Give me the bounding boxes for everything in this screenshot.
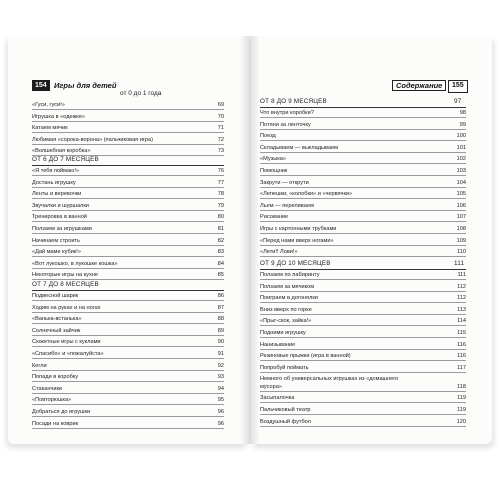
toc-entry-label: Попробуй поймать (260, 364, 309, 371)
section-heading: ОТ 9 ДО 10 МЕСЯЦЕВ (260, 260, 331, 267)
toc-row[interactable] (32, 384, 224, 394)
toc-entry-label: «Повторюшка» (32, 397, 72, 404)
toc-entry-label: Начинаем строить (32, 237, 80, 244)
toc-entry-page: 106 (456, 202, 466, 209)
toc-row[interactable] (32, 112, 224, 122)
toc-row[interactable] (260, 393, 466, 403)
right-page-header (260, 80, 466, 94)
toc-row[interactable] (32, 189, 224, 199)
toc-entry-page: 110 (457, 249, 466, 256)
toc-row[interactable] (260, 417, 466, 427)
toc-row[interactable] (32, 337, 224, 347)
toc-entry-page: 108 (456, 226, 466, 232)
toc-entry-label: Попади в коробку (32, 374, 79, 381)
toc-row[interactable] (32, 100, 224, 110)
toc-row[interactable] (260, 201, 466, 211)
toc-entry-page: 90 (217, 339, 224, 346)
toc-entry-label: Посади на коврик (32, 420, 79, 427)
toc-entry-label: Потяни за ленточку (260, 121, 311, 128)
toc-entry-page: 80 (217, 214, 224, 221)
toc-entry-page: 119 (457, 395, 466, 402)
toc-row[interactable] (260, 340, 466, 350)
toc-entry-page: 105 (456, 191, 466, 198)
toc-row[interactable] (260, 328, 466, 338)
toc-entry-page: 83 (217, 249, 224, 256)
right-page (252, 36, 492, 444)
toc-entry-page: 94 (217, 385, 224, 392)
toc-row[interactable] (260, 351, 466, 361)
toc-row[interactable] (32, 372, 224, 382)
book-title: Игры для детей (54, 81, 117, 90)
toc-entry-page: 71 (217, 125, 224, 132)
toc-row[interactable] (260, 108, 466, 118)
toc-entry-label: Кегли (32, 362, 47, 369)
toc-entry-page: 116 (457, 341, 466, 348)
toc-entry-page: 77 (217, 179, 224, 186)
toc-entry-label: Солнечный зайчик (32, 327, 81, 334)
section-page-number: 111 (454, 260, 465, 267)
toc-entry-page: 72 (217, 136, 224, 143)
toc-entry-label: Поиграем в догонялки (260, 295, 318, 302)
toc-entry-page: 69 (217, 102, 224, 108)
toc-entry-label: Рисование (260, 214, 289, 221)
toc-entry-page: 79 (217, 202, 224, 209)
left-page-header (32, 80, 222, 97)
toc-entry-page: 87 (217, 304, 224, 311)
toc-row[interactable] (260, 212, 466, 222)
toc-entry-label: Некоторые игры на кухне (32, 272, 98, 279)
toc-entry-label: Добраться до игрушки (32, 409, 91, 415)
toc-entry-page: 84 (217, 260, 224, 267)
toc-row[interactable] (260, 293, 466, 303)
toc-entry-label: Игрушка в «одежке» (32, 113, 86, 120)
toc-entry-page: 113 (457, 306, 466, 313)
toc-row[interactable] (32, 270, 224, 280)
toc-row[interactable] (32, 224, 224, 234)
toc-entry-page: 102 (456, 156, 466, 163)
toc-entry-label: Любимая «сорока-ворона» (пальчиковая игра) (32, 136, 154, 143)
section-page-number: 97 (454, 98, 462, 105)
page-number: 155 (448, 80, 468, 93)
toc-entry-label: Вниз вверх по горке (260, 306, 312, 313)
book-spine-shadow (240, 36, 260, 444)
toc-entry-label: Игры с картонными трубками (260, 226, 337, 232)
toc-entry-label: «Спасибо» и «пожалуйста» (32, 351, 104, 357)
toc-row[interactable] (260, 120, 466, 130)
open-book (8, 36, 492, 444)
toc-entry-label: Что внутри коробки? (260, 110, 314, 116)
toc-entry-page: 73 (217, 148, 224, 155)
toc-entry-page: 93 (217, 374, 224, 381)
toc-entry-label: «Я тебя поймаю!» (32, 168, 79, 174)
toc-entry-label: Засыпалочка (260, 395, 295, 402)
toc-entry-label: «Лети!! Лови!» (260, 249, 298, 256)
toc-entry-page: 116 (457, 353, 466, 360)
toc-row[interactable] (260, 247, 466, 257)
toc-row[interactable] (32, 303, 224, 313)
toc-entry-label: Поезд (260, 133, 276, 140)
toc-entry-label: Достань игрушку (32, 179, 76, 186)
toc-entry-page: 92 (217, 362, 224, 369)
book-subtitle: от 0 до 1 года (120, 90, 162, 97)
toc-entry-label: Воздушный футбол (260, 418, 311, 425)
toc-entry-page: 109 (456, 237, 466, 244)
toc-entry-page: 70 (217, 113, 224, 120)
toc-entry-page: 118 (457, 384, 466, 391)
section-heading: ОТ 6 ДО 7 МЕСЯЦЕВ (32, 156, 99, 163)
toc-entry-page: 117 (457, 364, 466, 371)
toc-row[interactable] (32, 291, 224, 301)
toc-row[interactable] (32, 178, 224, 188)
toc-row[interactable] (32, 135, 224, 145)
toc-row[interactable] (32, 212, 224, 222)
toc-entry-label: «Музыка» (260, 156, 287, 163)
toc-entry-page: 114 (457, 318, 466, 325)
toc-entry-page: 103 (456, 168, 466, 174)
toc-entry-label: Ползаем по лабиринту (260, 272, 320, 278)
toc-row[interactable] (32, 123, 224, 133)
toc-row[interactable] (32, 326, 224, 336)
toc-entry-page: 85 (217, 272, 224, 279)
toc-entry-page: 101 (456, 144, 466, 151)
toc-entry-label: Резиновые прыжки (игра в ванной) (260, 353, 351, 360)
toc-row[interactable] (260, 178, 466, 188)
toc-row[interactable] (260, 189, 466, 199)
toc-entry-page: 107 (456, 214, 466, 221)
toc-entry-label: Стаканчики (32, 385, 63, 392)
toc-entry-label: Звучалки и шуршалки (32, 202, 89, 209)
toc-entry-page: 112 (457, 295, 466, 302)
toc-row[interactable] (32, 146, 224, 156)
toc-row[interactable] (260, 405, 466, 415)
toc-entry-page: 96 (217, 420, 224, 427)
toc-entry-label: «Гуси, гуси!» (32, 102, 65, 108)
toc-row[interactable] (260, 363, 466, 373)
toc-entry-label: «Перед нами вверх ногами» (260, 237, 334, 244)
toc-entry-page: 104 (456, 179, 466, 186)
toc-row[interactable] (32, 314, 224, 324)
toc-entry-label: Льем — переливаем (260, 202, 314, 209)
toc-entry-page: 119 (457, 407, 466, 413)
toc-row[interactable] (32, 419, 224, 429)
toc-entry-page: 115 (457, 330, 466, 336)
toc-entry-label: «Прыг-скок, зайка!» (260, 318, 312, 325)
toc-entry-label: Тренировка в ванной (32, 214, 87, 221)
toc-row[interactable] (260, 316, 466, 326)
toc-entry-page: 112 (457, 283, 466, 290)
toc-entry-label: Ползаем за мячиком (260, 283, 315, 290)
toc-entry-page: 96 (217, 409, 224, 415)
toc-entry-label: Ползаем за игрушками (32, 226, 92, 232)
toc-row[interactable] (260, 143, 466, 153)
toc-entry-page: 88 (217, 316, 224, 323)
toc-entry-label: Ленты и веревочки (32, 191, 82, 198)
toc-row[interactable] (260, 236, 466, 246)
toc-entry-page: 99 (459, 121, 466, 128)
toc-entry-label: Немного об универсальных игрушках из «домашнего мусора» (260, 376, 399, 391)
toc-entry-label: Складываем — выкладываем (260, 144, 339, 151)
toc-entry-label: Нанизывание (260, 341, 296, 348)
toc-entry-label: Катаем мячик (32, 125, 68, 132)
toc-row[interactable] (32, 407, 224, 417)
toc-entry-page: 111 (457, 272, 466, 278)
page-number: 154 (32, 80, 50, 91)
toc-row[interactable] (260, 131, 466, 141)
toc-entry-page: 98 (459, 110, 466, 116)
toc-row[interactable] (260, 166, 466, 176)
section-heading: ОТ 7 ДО 8 МЕСЯЦЕВ (32, 281, 99, 288)
toc-row[interactable] (32, 247, 224, 257)
toc-entry-page: 100 (456, 133, 466, 140)
toc-entry-label: Ходим на руках и на ногах (32, 304, 101, 311)
toc-row[interactable] (260, 374, 466, 392)
toc-entry-label: «Дай маме кубик!» (32, 249, 81, 256)
toc-entry-label: Подвесной шарик (32, 293, 79, 299)
toc-row[interactable] (260, 224, 466, 234)
toc-entry-label: Сюжетные игры с куклами (32, 339, 101, 346)
toc-entry-label: «Вот лукошко, в лукошке кошка» (32, 260, 118, 267)
toc-row[interactable] (32, 395, 224, 405)
toc-entry-label: Пальчиковый театр (260, 407, 311, 413)
toc-entry-page: 78 (217, 191, 224, 198)
toc-row[interactable] (260, 154, 466, 164)
toc-entry-page: 89 (217, 327, 224, 334)
toc-entry-label: «Волшебная коробка» (32, 148, 91, 155)
toc-row[interactable] (32, 259, 224, 269)
toc-entry-page: 91 (217, 351, 224, 357)
toc-row[interactable] (32, 361, 224, 371)
toc-row[interactable] (260, 305, 466, 315)
toc-entry-page: 82 (217, 237, 224, 244)
toc-row[interactable] (32, 201, 224, 211)
toc-row[interactable] (260, 282, 466, 292)
toc-entry-label: Помощник (260, 168, 288, 174)
toc-entry-label: Закрути — открути (260, 179, 309, 186)
toc-entry-label: Подними игрушку (260, 330, 306, 336)
toc-row[interactable] (260, 270, 466, 280)
toc-entry-page: 120 (456, 418, 466, 425)
toc-entry-page: 95 (217, 397, 224, 404)
toc-row[interactable] (32, 166, 224, 176)
toc-row[interactable] (32, 236, 224, 246)
section-title-contents: Содержание (392, 80, 446, 91)
section-heading: ОТ 8 ДО 9 МЕСЯЦЕВ (260, 98, 327, 105)
left-page (8, 36, 248, 444)
toc-entry-label: «Лепешки, «колобки» и «червячки» (260, 191, 353, 198)
toc-entry-page: 86 (217, 293, 224, 299)
toc-entry-page: 81 (217, 226, 224, 232)
toc-entry-page: 76 (217, 168, 224, 174)
toc-entry-label: «Ванька-встанька» (32, 316, 82, 323)
toc-row[interactable] (32, 349, 224, 359)
